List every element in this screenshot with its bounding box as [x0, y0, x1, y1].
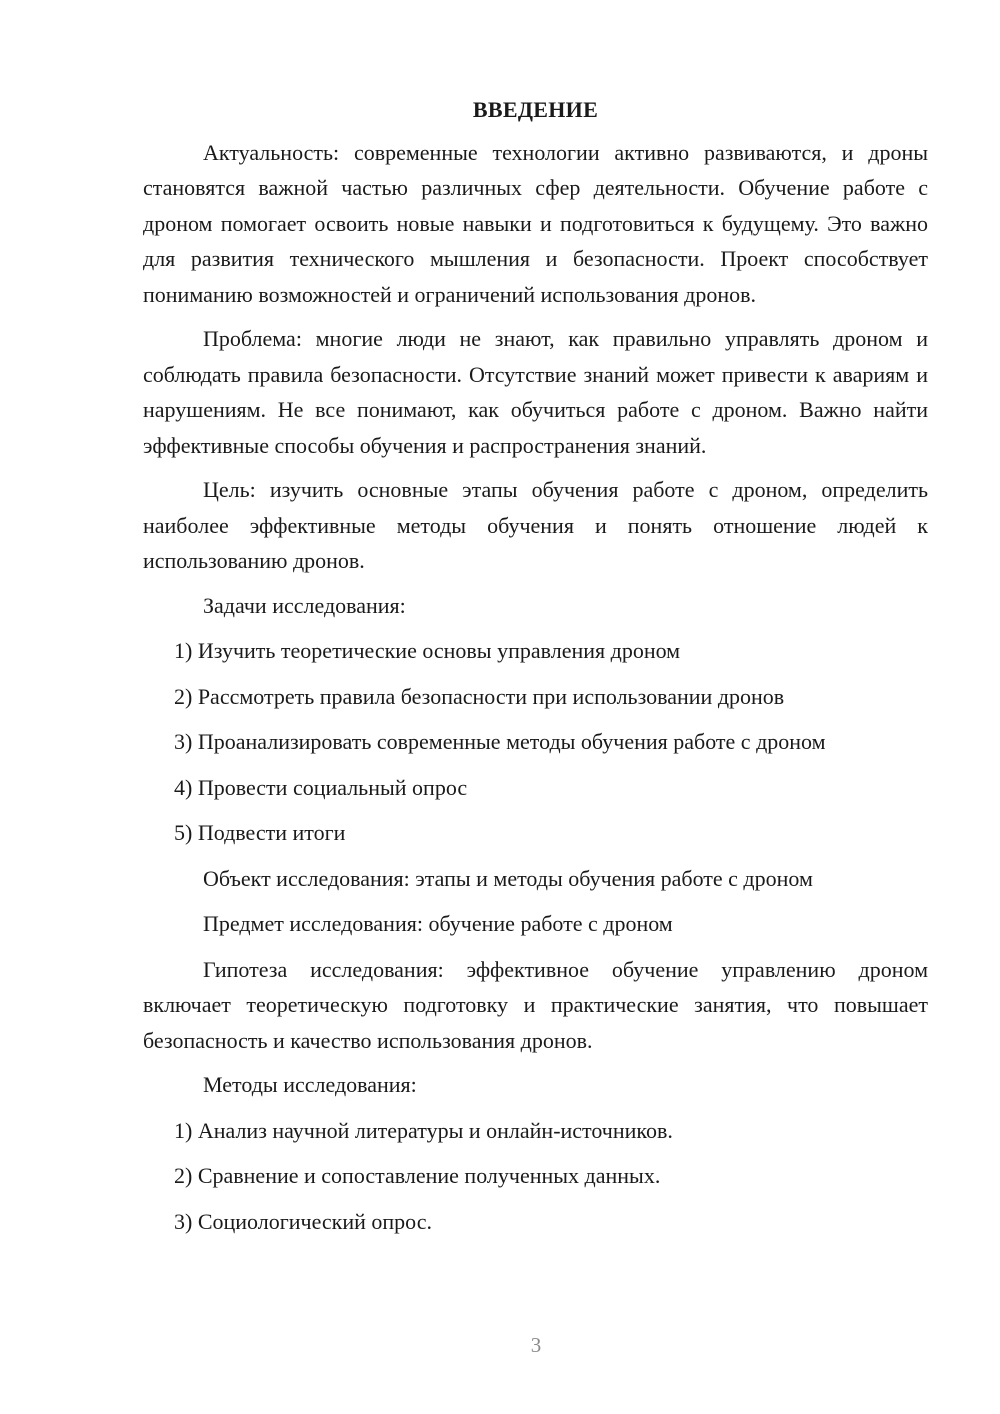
tasks-heading: Задачи исследования: — [203, 592, 406, 618]
relevance-paragraph: Актуальность: современные технологии активно развиваются, и дроны становятся важной частью различных сфер деятельности. Обучение работе с дроном помогает освоить новые навыки и подготовиться к будущему. Это важно для развития технического мышления и безопасности. Проект способствует пониманию возможностей и ограничений использования дронов. — [143, 139, 928, 307]
hypothesis-paragraph: Гипотеза исследования: эффективное обучение управлению дроном включает теоретическую подготовку и практические занятия, что повышает безопасность и качество использования дронов. — [143, 956, 928, 1053]
document-page — [143, 92, 928, 1249]
list-item: 2) Рассмотреть правила безопасности при использовании дронов — [174, 683, 785, 709]
list-item: 1) Изучить теоретические основы управления дроном — [174, 638, 681, 663]
page-title: ВВЕДЕНИЕ — [472, 97, 599, 122]
subject-paragraph: Предмет исследования: обучение работе с дроном — [203, 911, 673, 936]
list-item: 1) Анализ научной литературы и онлайн-источников. — [174, 1117, 673, 1143]
methods-list — [143, 1113, 928, 1240]
list-item: 2) Сравнение и сопоставление полученных данных. — [174, 1163, 661, 1188]
problem-paragraph: Проблема: многие люди не знают, как правильно управлять дроном и соблюдать правила безопасности. Отсутствие знаний может привести к авариям и нарушениям. Не все понимают, как обучиться работе с дроном. Важно найти эффективные способы обучения и распространения знаний. — [143, 326, 928, 458]
tasks-list — [143, 633, 928, 851]
list-item: 5) Подвести итоги — [174, 820, 346, 845]
page-number: 3 — [530, 1333, 542, 1357]
list-item: 3) Социологический опрос. — [174, 1208, 432, 1234]
list-item: 3) Проанализировать современные методы обучения работе с дроном — [174, 729, 826, 754]
list-item: 4) Провести социальный опрос — [174, 774, 468, 800]
goal-paragraph: Цель: изучить основные этапы обучения работе с дроном, определить наиболее эффективные методы обучения и понять отношение людей к использованию дронов. — [143, 477, 928, 573]
methods-heading: Методы исследования: — [203, 1072, 417, 1097]
object-paragraph: Объект исследования: этапы и методы обучения работе с дроном — [203, 865, 813, 891]
